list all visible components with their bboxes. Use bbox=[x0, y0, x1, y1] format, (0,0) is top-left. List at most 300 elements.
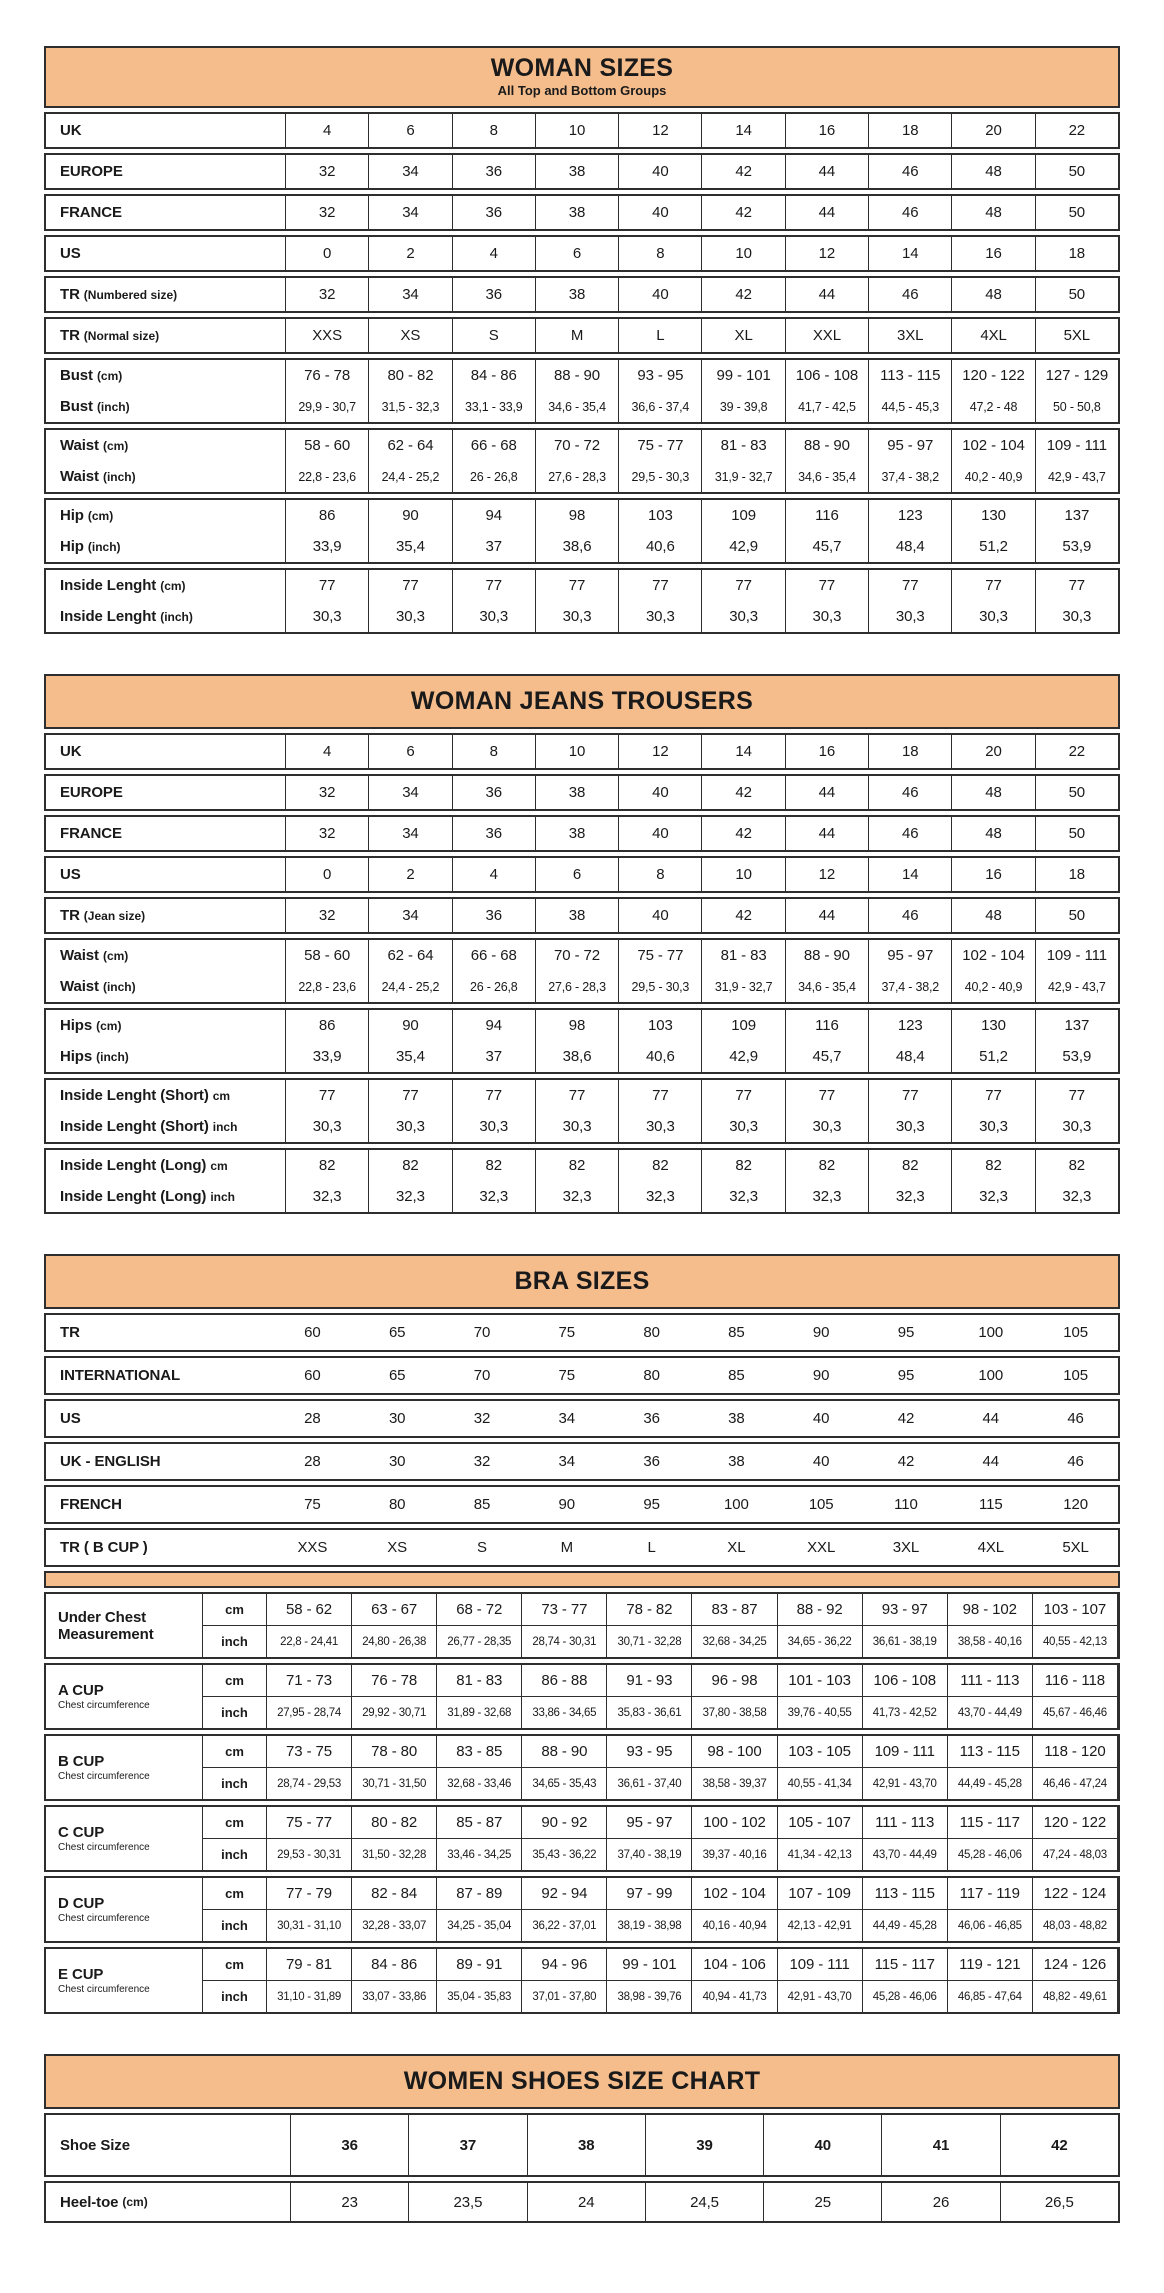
table-cell: 80 bbox=[388, 1496, 406, 1513]
table-cell: 26 bbox=[882, 2183, 1000, 2221]
row-group bbox=[44, 1313, 1120, 1352]
table-cell: 26,77 - 28,35 bbox=[437, 1626, 522, 1657]
table-cell: 91 - 93 bbox=[607, 1665, 692, 1696]
table-cell: 44 bbox=[786, 196, 869, 229]
table-row bbox=[46, 2183, 1118, 2221]
table-cell: 26,5 bbox=[1044, 2193, 1074, 2211]
table-cell: 92 - 94 bbox=[522, 1878, 607, 1909]
table-cell: 31,5 - 32,3 bbox=[369, 391, 452, 422]
table-cell: 42,9 bbox=[702, 531, 785, 562]
table-cell: 34,25 - 35,04 bbox=[437, 1910, 522, 1941]
table-cell: 50 - 50,8 bbox=[1053, 399, 1101, 414]
table-cell: 32,3 bbox=[286, 1181, 369, 1212]
table-cell: 44 bbox=[786, 155, 869, 188]
table-cell: 77 bbox=[952, 1080, 1035, 1111]
table-cell: 40 bbox=[764, 2115, 882, 2175]
table-cell: 77 bbox=[786, 1080, 869, 1111]
table-cell: 33,07 - 33,86 bbox=[352, 1981, 437, 2012]
table-cell: 36 bbox=[453, 776, 536, 809]
table-cell: 38,19 - 38,98 bbox=[607, 1910, 692, 1941]
table-cell: 80 bbox=[643, 1367, 660, 1384]
table-cell: 88 - 90 bbox=[536, 360, 619, 391]
row-group bbox=[44, 1528, 1120, 1567]
table-cell: 37 bbox=[453, 531, 536, 562]
unit-label-cell: inch bbox=[203, 1981, 267, 2012]
table-cell: 77 - 79 bbox=[267, 1878, 352, 1909]
row-label: Hips bbox=[60, 1048, 93, 1065]
table-cell: 42 bbox=[1051, 2136, 1068, 2154]
table-cell: 30,3 bbox=[786, 1111, 869, 1142]
row-label-cell bbox=[46, 360, 286, 391]
table-cell: 16 bbox=[952, 237, 1035, 270]
table-cell: 93 - 95 bbox=[619, 360, 702, 391]
cup-label-cell bbox=[46, 1807, 203, 1870]
table-cell: 14 bbox=[702, 114, 785, 147]
table-cell: 30,3 bbox=[702, 1111, 785, 1142]
row-label: Hip bbox=[60, 538, 84, 555]
table-cell: 40,2 - 40,9 bbox=[952, 461, 1035, 492]
table-cell: 120 - 122 bbox=[1033, 1807, 1118, 1838]
table-title: WOMEN SHOES SIZE CHART bbox=[403, 2067, 761, 2095]
table-cell: 31,9 - 32,7 bbox=[702, 971, 785, 1002]
table-cell: 42 bbox=[702, 278, 785, 311]
table-cell: 58 - 62 bbox=[267, 1594, 352, 1625]
table-cell: 50 bbox=[1068, 825, 1086, 842]
table-cell: 40,55 - 41,34 bbox=[778, 1768, 863, 1799]
table-cell: 24,4 - 25,2 bbox=[369, 971, 452, 1002]
table-cell: 82 bbox=[1068, 1157, 1086, 1174]
row-group bbox=[44, 1399, 1120, 1438]
table-cell: 12 bbox=[786, 237, 869, 270]
table-cell: 39 - 39,8 bbox=[702, 391, 785, 422]
table-cell: 30,3 bbox=[369, 601, 452, 632]
table-cell: 32,3 bbox=[952, 1181, 1035, 1212]
table-cell: 88 - 92 bbox=[778, 1594, 863, 1625]
table-cell: 45,7 bbox=[786, 531, 869, 562]
table-row bbox=[46, 391, 1118, 422]
unit-label-cell: cm bbox=[203, 1878, 267, 1909]
table-cell: 38,98 - 39,76 bbox=[607, 1981, 692, 2012]
cup-row-group bbox=[44, 1734, 1120, 1801]
table-cell: 30,3 bbox=[1062, 1118, 1092, 1135]
table-cell: 29,92 - 30,71 bbox=[352, 1697, 437, 1728]
table-cell: 32 bbox=[286, 899, 369, 932]
table-row bbox=[46, 1041, 1118, 1072]
table-row bbox=[203, 1697, 1118, 1728]
table-cell: 86 - 88 bbox=[522, 1665, 607, 1696]
row-group bbox=[44, 938, 1120, 1004]
table-cell: 80 - 82 bbox=[352, 1807, 437, 1838]
table-cell: 38 bbox=[536, 278, 619, 311]
table-cell: 83 - 87 bbox=[692, 1594, 777, 1625]
table-row bbox=[46, 601, 1118, 632]
table-cell: 88 - 90 bbox=[522, 1736, 607, 1767]
cup-rows bbox=[203, 1736, 1118, 1799]
table-cell: 90 bbox=[369, 500, 452, 531]
cup-row-group bbox=[44, 1805, 1120, 1872]
table-cell: 46 bbox=[869, 196, 952, 229]
table-cell: L bbox=[647, 1539, 656, 1556]
row-label-cell bbox=[46, 971, 286, 1002]
table-cell: 48,4 bbox=[869, 1041, 952, 1072]
table-cell: 27,6 - 28,3 bbox=[536, 461, 619, 492]
table-cell: 77 bbox=[369, 1080, 452, 1111]
table-cell: 97 - 99 bbox=[607, 1878, 692, 1909]
cup-sublabel: Chest circumference bbox=[58, 1699, 150, 1711]
table-cell: 116 bbox=[786, 500, 869, 531]
table-cell: 16 bbox=[952, 858, 1035, 891]
table-header bbox=[44, 2054, 1120, 2109]
table-cell: 66 - 68 bbox=[453, 940, 536, 971]
table-cell: 3XL bbox=[892, 1539, 920, 1556]
table-cell: 115 - 117 bbox=[863, 1949, 948, 1980]
row-label: INTERNATIONAL bbox=[60, 1367, 181, 1384]
table-cell: 46 bbox=[869, 899, 952, 932]
table-cell: 62 - 64 bbox=[369, 940, 452, 971]
table-cell: 94 - 96 bbox=[522, 1949, 607, 1980]
table-cell: 66 - 68 bbox=[453, 430, 536, 461]
cup-row-group bbox=[44, 1947, 1120, 2014]
row-label-cell bbox=[46, 1080, 286, 1111]
table-cell: 86 bbox=[286, 1010, 369, 1041]
table-cell: 37 bbox=[453, 1041, 536, 1072]
table-cell: 79 - 81 bbox=[267, 1949, 352, 1980]
table-cell: 47,2 - 48 bbox=[952, 391, 1035, 422]
table-cell: 37 bbox=[409, 2115, 527, 2175]
table-cell: XXS bbox=[297, 1539, 328, 1556]
cup-sublabel: Chest circumference bbox=[58, 1983, 150, 1995]
table-cell: 44 bbox=[786, 278, 869, 311]
table-title: BRA SIZES bbox=[514, 1267, 650, 1295]
row-label: Waist bbox=[60, 947, 99, 964]
row-group bbox=[44, 428, 1120, 494]
table-cell: 50 bbox=[1068, 907, 1086, 924]
table-cell: 8 bbox=[453, 735, 536, 768]
table-cell: 41,34 - 42,13 bbox=[778, 1839, 863, 1870]
table-cell: 90 bbox=[812, 1367, 830, 1384]
row-group bbox=[44, 856, 1120, 893]
cup-label-cell bbox=[46, 1665, 203, 1728]
table-cell: 34,6 - 35,4 bbox=[786, 971, 869, 1002]
table-row bbox=[203, 1768, 1118, 1799]
unit-label-cell: cm bbox=[203, 1807, 267, 1838]
row-label-unit: (cm) bbox=[87, 508, 114, 523]
unit-label-cell: cm bbox=[203, 1665, 267, 1696]
table-cell: 75 - 77 bbox=[267, 1807, 352, 1838]
table-cell: 127 - 129 bbox=[1045, 367, 1109, 384]
table-cell: 28 bbox=[304, 1453, 321, 1470]
table-cell: 70 - 72 bbox=[536, 430, 619, 461]
table-cell: 48 bbox=[952, 196, 1035, 229]
table-cell: 30,3 bbox=[453, 601, 536, 632]
table-cell: 47,24 - 48,03 bbox=[1033, 1839, 1118, 1870]
table-cell: 85 bbox=[728, 1367, 745, 1384]
table-cell: 77 bbox=[786, 570, 869, 601]
row-label-cell bbox=[46, 1111, 286, 1142]
table-cell: L bbox=[619, 319, 702, 352]
table-cell: 40 bbox=[619, 817, 702, 850]
table-cell: 32,68 - 33,46 bbox=[437, 1768, 522, 1799]
table-cell: 31,10 - 31,89 bbox=[267, 1981, 352, 2012]
table-cell: 48,4 bbox=[869, 531, 952, 562]
table-cell: 45,7 bbox=[786, 1041, 869, 1072]
table-row bbox=[46, 1530, 1118, 1565]
table-cell: 40,2 - 40,9 bbox=[952, 971, 1035, 1002]
table-cell: 109 bbox=[702, 500, 785, 531]
table-cell: 82 bbox=[619, 1150, 702, 1181]
table-cell: 4 bbox=[286, 735, 369, 768]
table-cell: 43,70 - 44,49 bbox=[948, 1697, 1033, 1728]
table-row bbox=[46, 360, 1118, 391]
table-cell: XS bbox=[369, 319, 452, 352]
row-label: Inside Lenght (Short) bbox=[60, 1118, 209, 1135]
table-cell: 33,9 bbox=[286, 1041, 369, 1072]
table-cell: 103 - 107 bbox=[1033, 1594, 1118, 1625]
table-row bbox=[46, 1150, 1118, 1181]
row-label: Inside Lenght (Long) bbox=[60, 1188, 207, 1205]
table-cell: 42,13 - 42,91 bbox=[778, 1910, 863, 1941]
table-cell: 93 - 95 bbox=[607, 1736, 692, 1767]
table-cell: 30,3 bbox=[702, 601, 785, 632]
table-cell: 32,3 bbox=[786, 1181, 869, 1212]
cup-label-cell bbox=[46, 1594, 203, 1657]
table-cell: 46,85 - 47,64 bbox=[948, 1981, 1033, 2012]
table-cell: 40 bbox=[619, 899, 702, 932]
row-label-cell bbox=[46, 570, 286, 601]
table-cell: 70 - 72 bbox=[536, 940, 619, 971]
table-cell: 95 bbox=[897, 1324, 915, 1341]
table-cell: 3XL bbox=[869, 319, 952, 352]
row-label-unit: inch bbox=[210, 1189, 235, 1204]
row-group bbox=[44, 774, 1120, 811]
table-row bbox=[46, 971, 1118, 1002]
table-cell: XXL bbox=[786, 319, 869, 352]
table-cell: 24,5 bbox=[646, 2183, 764, 2221]
table-cell: 34 bbox=[369, 196, 452, 229]
table-cell: 75 - 77 bbox=[619, 940, 702, 971]
table-cell: 37,80 - 38,58 bbox=[692, 1697, 777, 1728]
row-label: UK - ENGLISH bbox=[60, 1453, 161, 1470]
table-cell: 40,6 bbox=[619, 531, 702, 562]
table-cell: 38 bbox=[536, 155, 619, 188]
table-row bbox=[46, 278, 1118, 311]
table-cell: 34 bbox=[369, 155, 452, 188]
table-cell: 82 bbox=[286, 1150, 369, 1181]
table-cell: 116 bbox=[786, 1010, 869, 1041]
table-cell: 30,3 bbox=[286, 601, 369, 632]
table-row bbox=[46, 196, 1118, 229]
table-cell: 42,91 - 43,70 bbox=[863, 1768, 948, 1799]
row-label-cell bbox=[46, 2115, 291, 2175]
row-label-cell bbox=[46, 1358, 270, 1393]
table-cell: 46,46 - 47,24 bbox=[1033, 1768, 1118, 1799]
table-cell: 90 bbox=[558, 1496, 576, 1513]
table-cell: 81 - 83 bbox=[702, 940, 785, 971]
table-cell: 63 - 67 bbox=[352, 1594, 437, 1625]
table-cell: 77 bbox=[286, 570, 369, 601]
table-cell: 40 bbox=[619, 278, 702, 311]
row-label: Waist bbox=[60, 437, 99, 454]
table-cell: XL bbox=[702, 319, 785, 352]
table-cell: 44 bbox=[786, 899, 869, 932]
table-cell: 84 - 86 bbox=[352, 1949, 437, 1980]
row-group bbox=[44, 1008, 1120, 1074]
row-label-unit: (cm) bbox=[102, 438, 129, 453]
table-cell: 76 - 78 bbox=[352, 1665, 437, 1696]
table-cell: 102 - 104 bbox=[692, 1878, 777, 1909]
table-cell: S bbox=[477, 1539, 487, 1556]
row-label-unit: (cm) bbox=[122, 2195, 148, 2209]
row-label-unit: (inch) bbox=[96, 399, 130, 414]
table-cell: 88 - 90 bbox=[786, 430, 869, 461]
row-label-cell bbox=[46, 1041, 286, 1072]
row-label-unit: (inch) bbox=[160, 609, 193, 624]
cup-label-cell bbox=[46, 1736, 203, 1799]
row-label-cell bbox=[46, 1315, 270, 1350]
row-label-unit: (Numbered size) bbox=[83, 287, 178, 302]
cup-row-group bbox=[44, 1592, 1120, 1659]
row-label-unit: (inch) bbox=[102, 469, 136, 484]
table-cell: 103 bbox=[619, 1010, 702, 1041]
table-row bbox=[46, 237, 1118, 270]
table-cell: 30,3 bbox=[952, 601, 1035, 632]
table-cell: 32 bbox=[473, 1410, 491, 1427]
table-cell: 22,8 - 23,6 bbox=[286, 461, 369, 492]
row-label: Inside Lenght bbox=[60, 608, 157, 625]
table-cell: 26 - 26,8 bbox=[453, 461, 536, 492]
table-row bbox=[203, 1839, 1118, 1870]
table-row bbox=[46, 2115, 1118, 2175]
table-cell: 8 bbox=[453, 114, 536, 147]
table-cell: 103 - 105 bbox=[778, 1736, 863, 1767]
table-row bbox=[46, 776, 1118, 809]
row-group bbox=[44, 815, 1120, 852]
table-cell: 46 bbox=[1067, 1410, 1084, 1427]
table-cell: 76 - 78 bbox=[286, 360, 369, 391]
unit-label-cell: cm bbox=[203, 1594, 267, 1625]
table-cell: 30,3 bbox=[952, 1111, 1035, 1142]
row-label-unit: (cm) bbox=[102, 948, 129, 963]
row-label: Bust bbox=[60, 398, 93, 415]
table-cell: 119 - 121 bbox=[948, 1949, 1033, 1980]
row-label-unit: (cm) bbox=[96, 368, 123, 383]
table-cell: 34,6 - 35,4 bbox=[536, 391, 619, 422]
table-cell: 36 bbox=[453, 899, 536, 932]
row-label-cell bbox=[46, 461, 286, 492]
table-cell: 30,3 bbox=[619, 1111, 702, 1142]
table-cell: 102 - 104 bbox=[952, 430, 1035, 461]
table-cell: 33,1 - 33,9 bbox=[453, 391, 536, 422]
row-label-cell bbox=[46, 319, 286, 352]
cup-rows bbox=[203, 1594, 1118, 1657]
row-group bbox=[44, 1078, 1120, 1144]
table-cell: 105 - 107 bbox=[778, 1807, 863, 1838]
table-cell: 30,3 bbox=[286, 1111, 369, 1142]
table-row bbox=[46, 114, 1118, 147]
table-cell: 45,67 - 46,46 bbox=[1033, 1697, 1118, 1728]
table-cell: 6 bbox=[369, 114, 452, 147]
woman-jeans-trousers-table bbox=[44, 674, 1120, 1214]
table-cell: 30,3 bbox=[536, 1111, 619, 1142]
row-label-cell bbox=[46, 1150, 286, 1181]
table-cell: 30,3 bbox=[869, 601, 952, 632]
table-cell: 89 - 91 bbox=[437, 1949, 522, 1980]
table-cell: 53,9 bbox=[1062, 1048, 1092, 1065]
table-cell: 6 bbox=[369, 735, 452, 768]
table-cell: 77 bbox=[619, 1080, 702, 1111]
table-cell: 105 bbox=[808, 1496, 834, 1513]
table-cell: 0 bbox=[286, 237, 369, 270]
table-row bbox=[46, 1080, 1118, 1111]
table-cell: 20 bbox=[952, 114, 1035, 147]
table-cell: 14 bbox=[869, 237, 952, 270]
table-title: WOMAN JEANS TROUSERS bbox=[410, 687, 754, 715]
table-cell: 27,6 - 28,3 bbox=[536, 971, 619, 1002]
table-cell: 40,6 bbox=[619, 1041, 702, 1072]
table-cell: 120 - 122 bbox=[952, 360, 1035, 391]
table-cell: 33,86 - 34,65 bbox=[522, 1697, 607, 1728]
row-label-unit: (inch) bbox=[87, 539, 121, 554]
table-cell: 42 bbox=[702, 817, 785, 850]
row-group bbox=[44, 2181, 1120, 2223]
row-group bbox=[44, 112, 1120, 149]
table-cell: 45,28 - 46,06 bbox=[863, 1981, 948, 2012]
table-cell: 30 bbox=[388, 1453, 406, 1470]
table-cell: 36 bbox=[453, 196, 536, 229]
table-cell: 46,06 - 46,85 bbox=[948, 1910, 1033, 1941]
table-cell: S bbox=[453, 319, 536, 352]
table-cell: 78 - 82 bbox=[607, 1594, 692, 1625]
table-cell: 41 bbox=[882, 2115, 1000, 2175]
unit-label-cell: inch bbox=[203, 1626, 267, 1657]
table-cell: 16 bbox=[786, 735, 869, 768]
row-label: Inside Lenght bbox=[60, 577, 157, 594]
row-label: EUROPE bbox=[60, 163, 123, 180]
table-header bbox=[44, 46, 1120, 108]
row-group bbox=[44, 733, 1120, 770]
table-cell: 83 - 85 bbox=[437, 1736, 522, 1767]
table-cell: 4XL bbox=[977, 1539, 1004, 1556]
table-cell: 98 - 102 bbox=[948, 1594, 1033, 1625]
table-cell: 32,68 - 34,25 bbox=[692, 1626, 777, 1657]
cup-label: E CUP bbox=[58, 1965, 104, 1983]
row-label-cell bbox=[46, 601, 286, 632]
table-cell: 22,8 - 23,6 bbox=[286, 971, 369, 1002]
row-label: TR bbox=[60, 907, 80, 924]
table-cell: 75 - 77 bbox=[619, 430, 702, 461]
table-cell: 36 bbox=[453, 155, 536, 188]
table-cell: 85 - 87 bbox=[437, 1807, 522, 1838]
table-cell: 32,3 bbox=[1062, 1188, 1092, 1205]
table-cell: 96 - 98 bbox=[692, 1665, 777, 1696]
table-cell: 82 bbox=[952, 1150, 1035, 1181]
row-label-cell bbox=[46, 430, 286, 461]
table-cell: XL bbox=[727, 1539, 746, 1556]
table-cell: 34,65 - 36,22 bbox=[778, 1626, 863, 1657]
unit-label-cell: inch bbox=[203, 1768, 267, 1799]
table-cell: 109 - 111 bbox=[863, 1736, 948, 1767]
table-cell: 30,3 bbox=[619, 601, 702, 632]
table-cell: 38 bbox=[536, 899, 619, 932]
table-cell: 32 bbox=[286, 278, 369, 311]
unit-label-cell: inch bbox=[203, 1910, 267, 1941]
table-cell: 82 bbox=[702, 1150, 785, 1181]
table-cell: 99 - 101 bbox=[607, 1949, 692, 1980]
table-cell: 6 bbox=[536, 237, 619, 270]
row-label-cell bbox=[46, 940, 286, 971]
table-cell: 120 bbox=[1063, 1496, 1088, 1513]
table-cell: 53,9 bbox=[1062, 538, 1092, 555]
